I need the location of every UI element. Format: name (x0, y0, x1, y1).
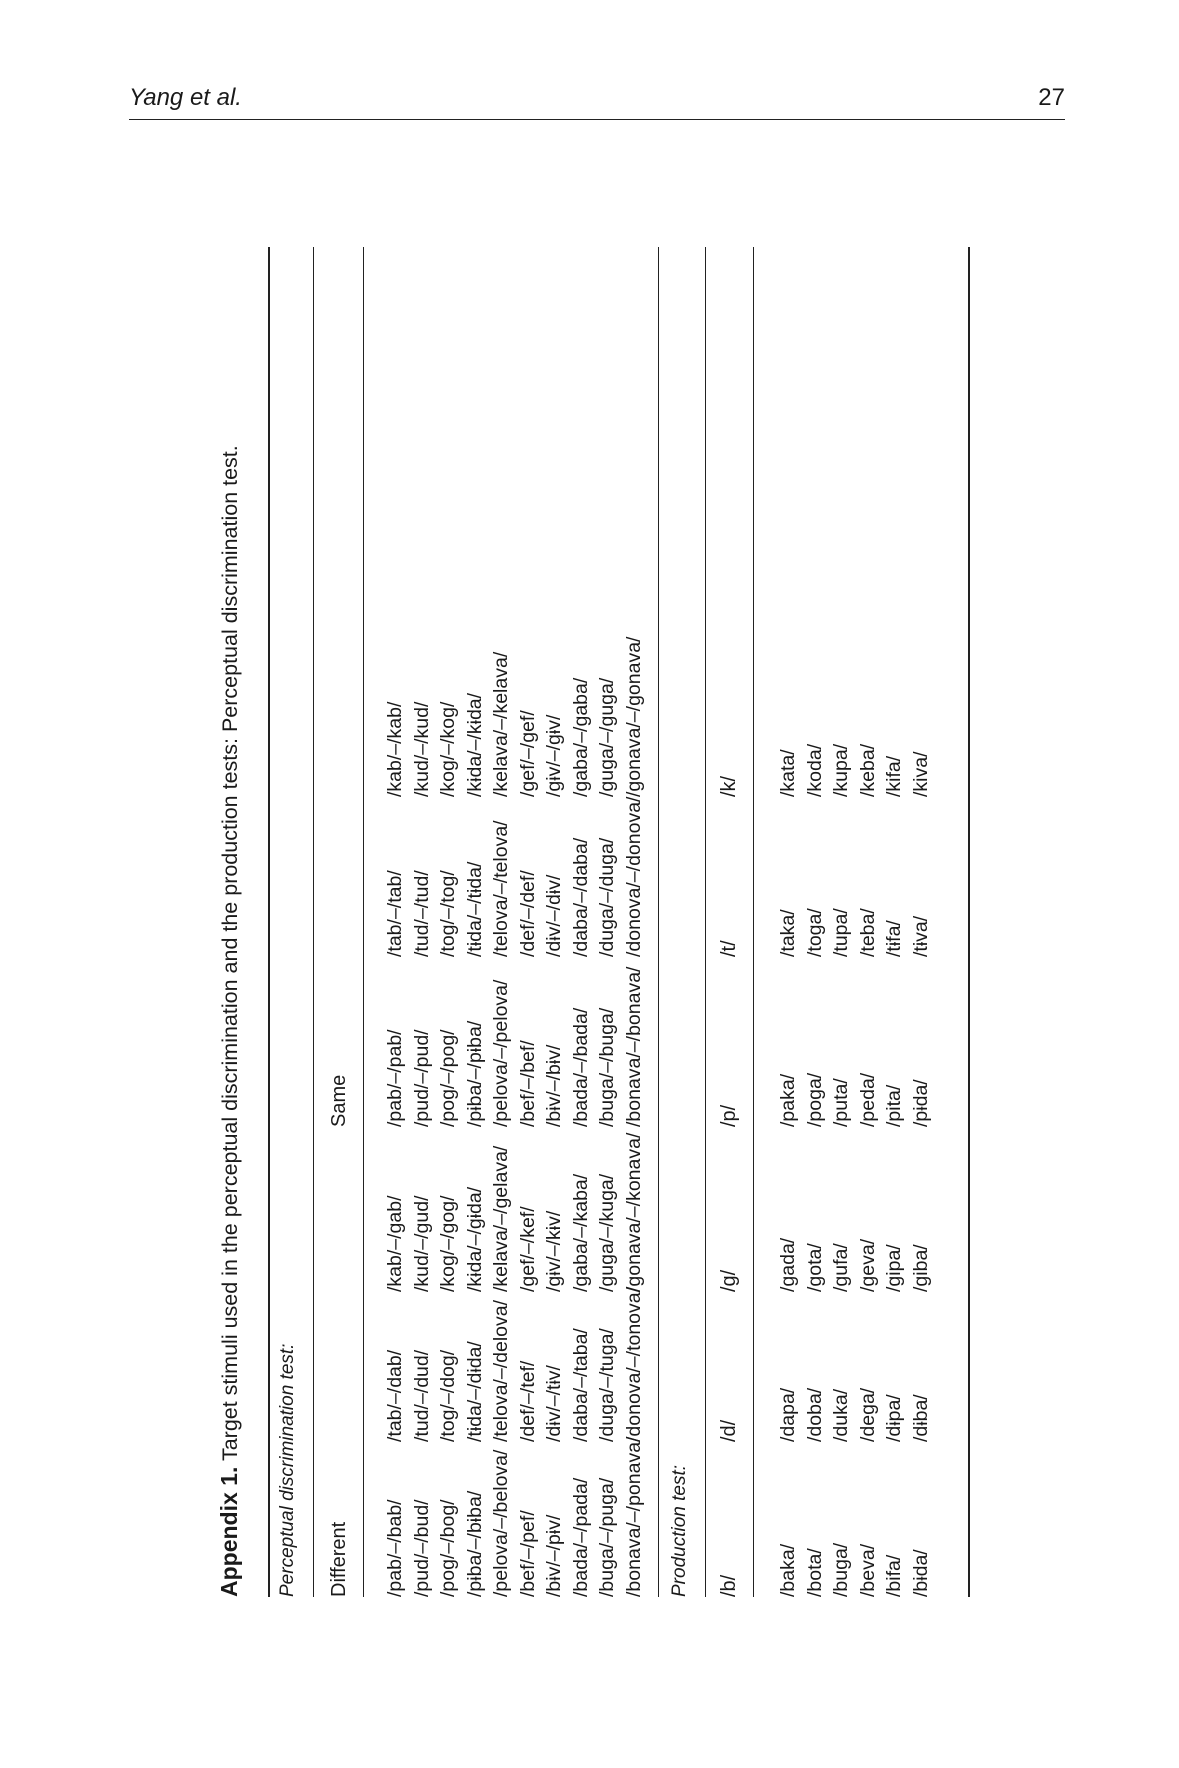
perceptual-cell: /guga/–/guga/ (596, 677, 618, 797)
perceptual-cell: /gef/–/gef/ (516, 710, 539, 797)
production-cell: /gipa/ (883, 1244, 905, 1292)
production-cell: /kupa/ (830, 743, 852, 797)
perceptual-cell: /donova/–/donova/ (622, 796, 645, 957)
production-cell: /teba/ (856, 908, 879, 957)
perceptual-cell: /pud/–/pud/ (410, 1029, 433, 1127)
perceptual-cell: /duga/–/tuga/ (596, 1328, 618, 1442)
running-head: Yang et al. (129, 84, 242, 111)
production-header: /p/ (718, 1104, 740, 1127)
perceptual-cell: /gɨv/–/gɨv/ (543, 714, 565, 797)
perceptual-bottom-rule (658, 247, 659, 1597)
perceptual-cell: /dɨv/–/tɨv/ (543, 1365, 565, 1442)
perceptual-cell: /pog/–/pog/ (437, 1029, 459, 1127)
perceptual-cell: /kab/–/kab/ (384, 701, 406, 797)
perceptual-cell: /bɨv/–/bɨv/ (543, 1044, 565, 1127)
production-cell: /dɨpa/ (883, 1394, 905, 1442)
perceptual-cell: /kab/–/gab/ (384, 1195, 406, 1292)
perceptual-cell: /gonava/–/konava/ (622, 1132, 645, 1292)
perceptual-cell: /pab/–/bab/ (384, 1499, 406, 1597)
perceptual-cell: /daba/–/taba/ (569, 1328, 592, 1442)
production-cell: /dapa/ (777, 1387, 799, 1442)
production-cell: /bifa/ (883, 1554, 905, 1597)
perceptual-cell: /bada/–/bada/ (569, 1007, 592, 1127)
production-cell: /tupa/ (830, 908, 852, 957)
header-same: Same (328, 1074, 350, 1127)
top-rule (268, 247, 270, 1597)
perceptual-cell: /kog/–/gog/ (437, 1195, 459, 1292)
perceptual-cell: /donova/–/tonova/ (622, 1286, 645, 1442)
perceptual-cell: /buga/–/puga/ (596, 1477, 618, 1597)
perceptual-cell: /pelova/–/pelova/ (490, 979, 512, 1127)
production-cell: /dɨba/ (909, 1394, 932, 1442)
perceptual-cell: /kɨda/–/gɨda/ (463, 1186, 486, 1292)
production-cell: /keba/ (856, 743, 879, 797)
perceptual-cell: /telova/–/telova/ (490, 820, 512, 957)
perceptual-cell: /daba/–/daba/ (569, 837, 592, 957)
production-cell: /kiva/ (909, 751, 932, 797)
appendix-table (218, 129, 978, 1597)
production-cell: /gota/ (803, 1243, 826, 1292)
perceptual-cell: /dɨv/–/dɨv/ (543, 874, 565, 957)
perceptual-cell: /kɨda/–/kɨda/ (463, 692, 486, 797)
production-cell: /pɨda/ (909, 1079, 932, 1127)
production-cell: /puta/ (830, 1078, 852, 1127)
perceptual-cell: /gonava/–/gonava/ (622, 636, 645, 797)
production-cell: /baka/ (777, 1543, 799, 1597)
production-header: /b/ (718, 1574, 740, 1597)
production-cell: /tɨfa/ (883, 920, 905, 957)
perceptual-cell: /gef/–/kef/ (516, 1206, 539, 1292)
production-cell: /gada/ (777, 1237, 799, 1292)
production-cell: /peda/ (856, 1072, 879, 1127)
perceptual-cell: /tab/–/tab/ (384, 870, 406, 957)
perceptual-cell: /pud/–/bud/ (410, 1499, 433, 1597)
perceptual-cell: /pelova/–/belova/ (490, 1449, 512, 1597)
production-cell: /geva/ (856, 1238, 879, 1292)
perceptual-cell: /kelava/–/gelava/ (490, 1145, 512, 1292)
perceptual-cell: /tab/–/dab/ (384, 1349, 406, 1442)
perceptual-cell: /tud/–/tud/ (410, 870, 433, 957)
production-cell: /bota/ (803, 1548, 826, 1597)
perceptual-cell: /gaba/–/gaba/ (569, 677, 592, 797)
production-cell: /duka/ (830, 1388, 852, 1442)
perceptual-cell: /tog/–/tog/ (437, 870, 459, 957)
production-cell: /pita/ (883, 1084, 905, 1127)
perceptual-header-rule (363, 247, 364, 1597)
production-cell: /poga/ (803, 1072, 826, 1127)
perceptual-cell: /guga/–/kuga/ (596, 1173, 618, 1292)
perceptual-cell: /bonava/–/ponava/ (622, 1436, 645, 1597)
header-rule (129, 119, 1065, 120)
perceptual-cell: /tɨda/–/tɨda/ (463, 861, 486, 957)
perceptual-rule (313, 247, 314, 1597)
production-header: /g/ (718, 1269, 740, 1292)
header-different: Different (328, 1521, 350, 1597)
perceptual-cell: /kog/–/kog/ (437, 701, 459, 797)
production-cell: /giba/ (909, 1244, 932, 1292)
production-cell: /buga/ (830, 1542, 852, 1597)
perceptual-cell: /pɨba/–/pɨba/ (463, 1020, 486, 1127)
production-header-rule (753, 247, 754, 1597)
table-caption (218, 445, 241, 1597)
perceptual-cell: /duga/–/duga/ (596, 837, 618, 957)
production-cell: /dega/ (856, 1387, 879, 1442)
perceptual-cell: /bonava/–/bonava/ (622, 966, 645, 1127)
production-cell: /bɨda/ (909, 1549, 932, 1597)
perceptual-cell: /def/–/def/ (516, 870, 539, 957)
perceptual-cell: /kud/–/kud/ (410, 701, 433, 797)
bottom-rule (968, 247, 970, 1597)
production-header: /k/ (718, 775, 740, 797)
perceptual-cell: /def/–/tef/ (516, 1360, 539, 1442)
production-cell: /tɨva/ (909, 915, 932, 957)
perceptual-cell: /bɨv/–/pɨv/ (543, 1514, 565, 1597)
production-cell: /kifa/ (883, 755, 905, 797)
production-cell: /taka/ (777, 909, 799, 957)
perceptual-cell: /tud/–/dud/ (410, 1349, 433, 1442)
perceptual-cell: /tog/–/dog/ (437, 1349, 459, 1442)
production-cell: /paka/ (777, 1073, 799, 1127)
production-cell: /gufa/ (830, 1243, 852, 1292)
perceptual-cell: /gɨv/–/kɨv/ (543, 1210, 565, 1292)
perceptual-cell: /pɨba/–/bɨba/ (463, 1490, 486, 1597)
perceptual-cell: /kud/–/gud/ (410, 1195, 433, 1292)
production-cell: /doba/ (803, 1387, 826, 1442)
caption-label: Appendix 1. (216, 1466, 242, 1597)
caption-text: Target stimuli used in the perceptual discrimination and the production tests: Perceptual discrimination test. (218, 445, 242, 1462)
production-cell: /koda/ (803, 743, 826, 797)
perceptual-cell: /pog/–/bog/ (437, 1499, 459, 1597)
perceptual-cell: /gaba/–/kaba/ (569, 1173, 592, 1292)
perceptual-cell: /buga/–/buga/ (596, 1007, 618, 1127)
page-number: 27 (1038, 84, 1065, 111)
production-cell: /kata/ (777, 749, 799, 797)
perceptual-cell: /tɨda/–/dɨda/ (463, 1341, 486, 1442)
perceptual-cell: /pab/–/pab/ (384, 1029, 406, 1127)
production-cell: /toga/ (803, 908, 826, 957)
perceptual-cell: /kelava/–/kelava/ (490, 651, 512, 797)
perceptual-section-label: Perceptual discrimination test: (277, 1343, 298, 1597)
perceptual-cell: /bef/–/bef/ (516, 1040, 539, 1127)
perceptual-cell: /bada/–/pada/ (569, 1477, 592, 1597)
production-rule (705, 247, 706, 1597)
production-section-label: Production test: (669, 1464, 690, 1597)
production-header: /t/ (718, 940, 740, 957)
production-cell: /beva/ (856, 1543, 879, 1597)
perceptual-cell: /bef/–/pef/ (516, 1510, 539, 1597)
perceptual-cell: /telova/–/delova/ (490, 1299, 512, 1442)
production-header: /d/ (718, 1419, 740, 1442)
